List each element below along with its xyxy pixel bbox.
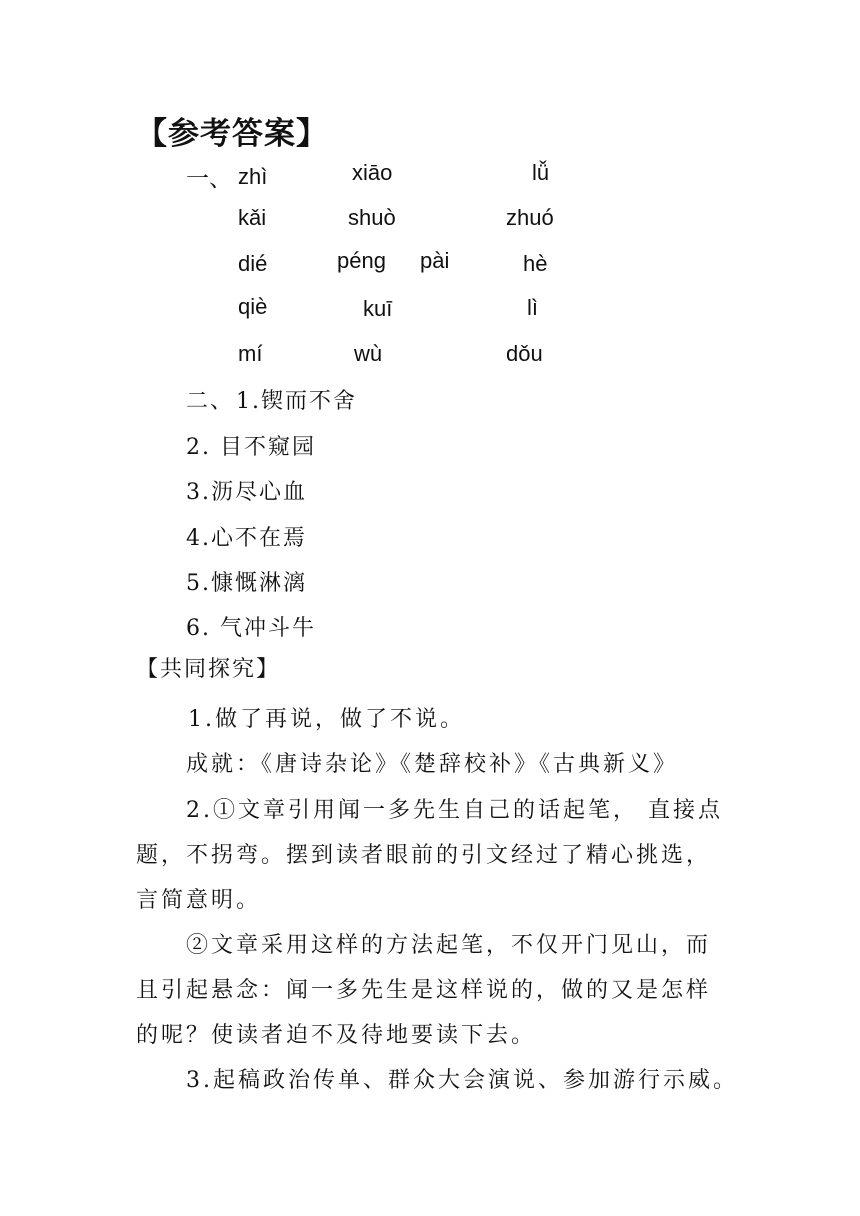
explore-line: 成就：《唐诗杂论》《楚辞校补》《古典新义》 xyxy=(186,752,679,777)
idiom-answer: 1.锲而不舍 xyxy=(236,389,357,414)
pinyin-answer: kuī xyxy=(363,296,393,321)
explore-line: 2.①文章引用闻一多先生自己的话起笔， 直接点 xyxy=(186,798,723,823)
idiom-answer: 3.沥尽心血 xyxy=(186,480,307,505)
pinyin-answer: hè xyxy=(523,251,548,276)
pinyin-answer: qiè xyxy=(238,294,268,319)
explore-line: 3.起稿政治传单、群众大会演说、参加游行示威。 xyxy=(186,1068,738,1093)
section-2-label: 二、 xyxy=(186,389,235,414)
idiom-answer: 2. 目不窥园 xyxy=(186,435,316,460)
explore-heading: 【共同探究】 xyxy=(136,657,281,682)
idiom-answer: 4.心不在焉 xyxy=(186,526,307,551)
explore-line: 的呢？使读者迫不及待地要读下去。 xyxy=(136,1023,537,1048)
pinyin-answer: lì xyxy=(527,295,538,320)
pinyin-answer: pài xyxy=(420,248,450,273)
pinyin-answer: wù xyxy=(354,341,383,366)
explore-line: 言简意明。 xyxy=(136,888,262,913)
idiom-answer: 6. 气冲斗牛 xyxy=(186,616,316,641)
pinyin-answer: dǒu xyxy=(506,341,543,366)
explore-line: 题，不拐弯。摆到读者眼前的引文经过了精心挑选， xyxy=(136,843,712,868)
page-title: 【参考答案】 xyxy=(136,116,328,152)
explore-line: ②文章采用这样的方法起笔，不仅开门见山，而 xyxy=(186,933,712,958)
explore-line: 1.做了再说，做了不说。 xyxy=(188,707,465,732)
pinyin-answer: mí xyxy=(238,341,263,366)
pinyin-answer: xiāo xyxy=(352,160,393,185)
pinyin-answer: kǎi xyxy=(238,205,267,230)
pinyin-answer: lǚ xyxy=(532,160,550,185)
pinyin-answer: zhì xyxy=(238,164,268,189)
pinyin-answer: shuò xyxy=(348,205,396,230)
pinyin-answer: péng xyxy=(337,248,386,273)
section-1-label: 一、 xyxy=(186,166,232,192)
idiom-answer: 5.慷慨淋漓 xyxy=(186,571,307,596)
pinyin-answer: dié xyxy=(238,251,268,276)
explore-line: 且引起悬念：闻一多先生是这样说的，做的又是怎样 xyxy=(136,978,712,1003)
pinyin-answer: zhuó xyxy=(506,205,554,230)
